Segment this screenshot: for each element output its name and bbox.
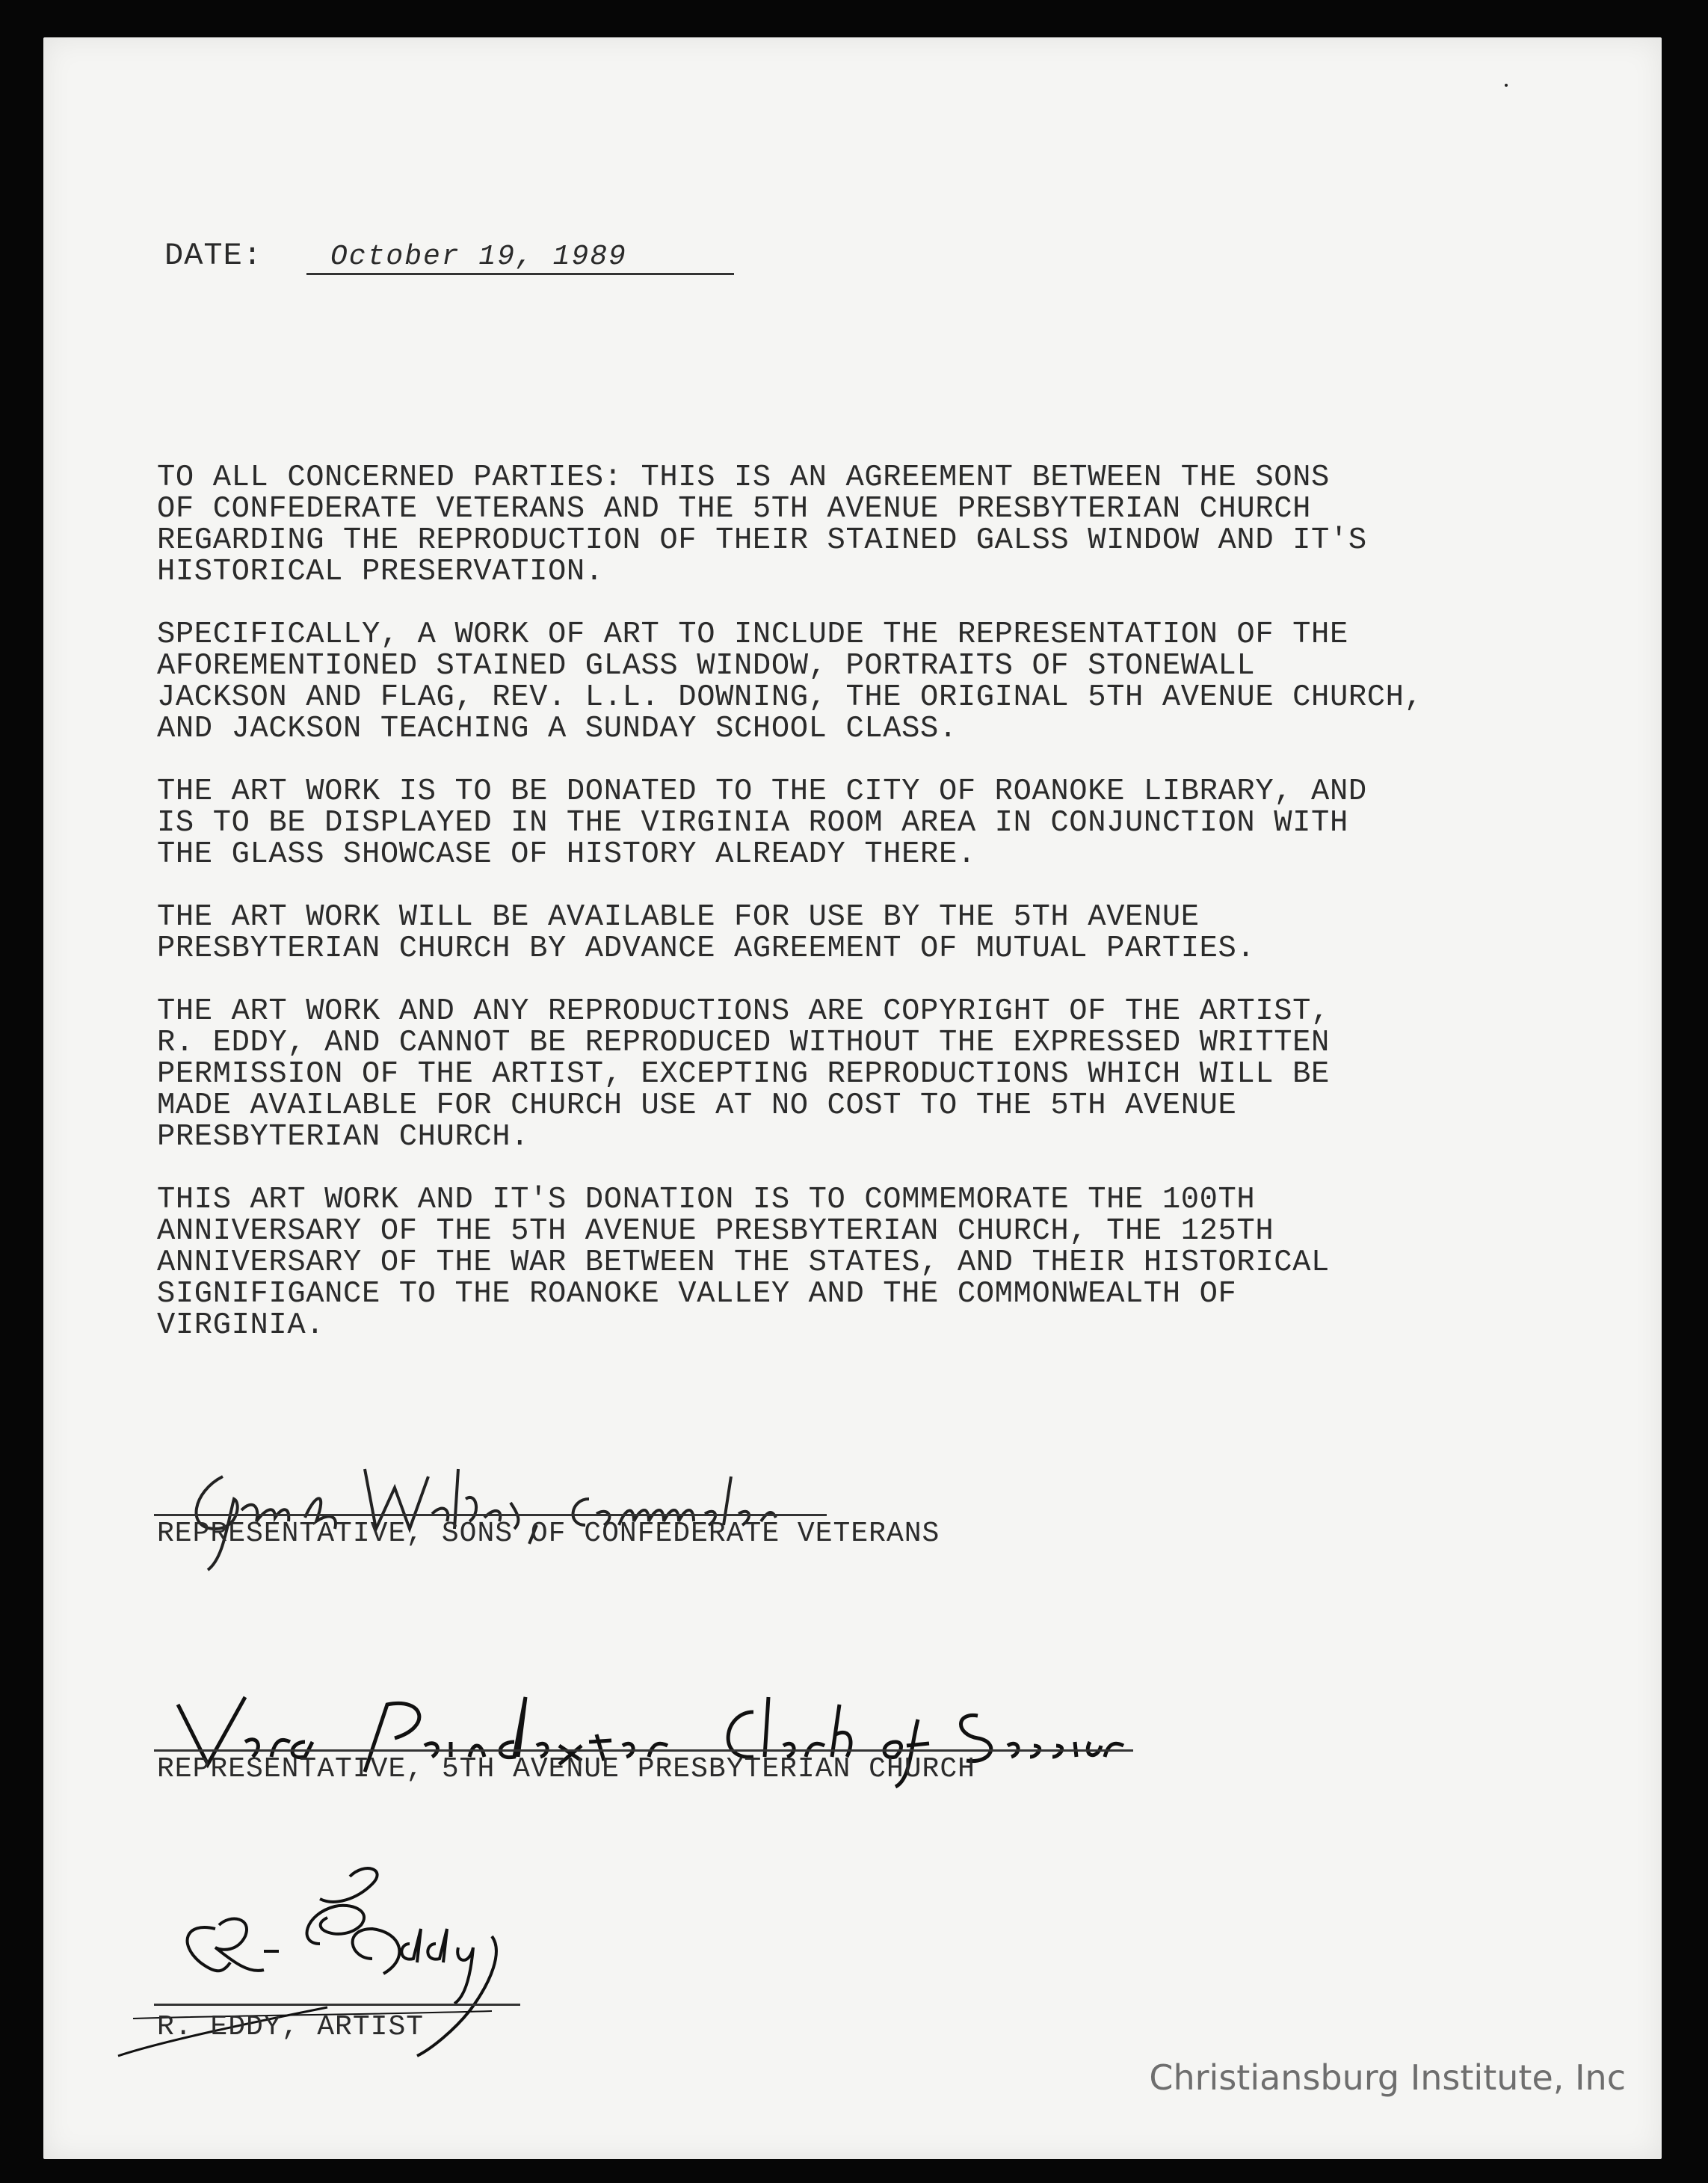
signature-label-artist: R. EDDY, ARTIST [157, 2011, 425, 2043]
signature-label-church: REPRESENTATIVE, 5TH AVENUE PRESBYTERIAN CHURCH [157, 1753, 975, 1785]
date-label: DATE: [164, 238, 263, 274]
signature-line-artist [154, 2004, 520, 2006]
signature-line-church [154, 1749, 1133, 1752]
watermark-text: Christiansburg Institute, Inc [1149, 2057, 1626, 2098]
paragraph-commemoration: THIS ART WORK AND IT'S DONATION IS TO COMMEMORATE THE 100TH ANNIVERSARY OF THE 5TH AVENUE PRESBYTERIAN CHURCH, THE 125TH ANNIVERSARY OF THE WAR BETWEEN THE STATES, AND THEIR HISTORICAL SIGNIFIGANCE TO THE ROANOKE VALLEY AND THE COMMONWEALTH OF VIRGINIA. [157, 1183, 1330, 1343]
date-underline [306, 273, 734, 275]
agreement-body [157, 462, 1577, 1373]
paragraph-donation: THE ART WORK IS TO BE DONATED TO THE CITY OF ROANOKE LIBRARY, AND IS TO BE DISPLAYED IN THE VIRGINIA ROOM AREA IN CONJUNCTION WITH THE GLASS SHOWCASE OF HISTORY ALREADY THERE. [157, 775, 1367, 872]
document-page [43, 37, 1662, 2159]
date-value: October 19, 1989 [330, 241, 627, 273]
signature-label-scv: REPRESENTATIVE, SONS OF CONFEDERATE VETERANS [157, 1518, 940, 1550]
paragraph-copyright: THE ART WORK AND ANY REPRODUCTIONS ARE COPYRIGHT OF THE ARTIST, R. EDDY, AND CANNOT BE REPRODUCED WITHOUT THE EXPRESSED WRITTEN PERMISSION OF THE ARTIST, EXCEPTING REPRODUCTIONS WHICH WILL BE MADE AVAILABLE FOR CHURCH USE AT NO COST TO THE 5TH AVENUE PRESBYTERIAN CHURCH. [157, 994, 1330, 1154]
paragraph-artwork-description: SPECIFICALLY, A WORK OF ART TO INCLUDE THE REPRESENTATION OF THE AFOREMENTIONED STAINED GLASS WINDOW, PORTRAITS OF STONEWALL JACKSON AND FLAG, REV. L.L. DOWNING, THE ORIGINAL 5TH AVENUE CHURCH, AND JACKSON TEACHING A SUNDAY SCHOOL CLASS. [157, 618, 1423, 746]
signature-line-scv [154, 1514, 827, 1516]
paragraph-intro: TO ALL CONCERNED PARTIES: THIS IS AN AGREEMENT BETWEEN THE SONS OF CONFEDERATE VETERANS AND THE 5TH AVENUE PRESBYTERIAN CHURCH REGARDING THE REPRODUCTION OF THEIR STAINED GALSS WINDOW AND IT'S HISTORICAL PRESERVATION. [157, 461, 1367, 589]
handwritten-signature-walker [163, 1447, 836, 1574]
paper-speck [1505, 84, 1508, 87]
paragraph-availability: THE ART WORK WILL BE AVAILABLE FOR USE BY THE 5TH AVENUE PRESBYTERIAN CHURCH BY ADVANCE AGREEMENT OF MUTUAL PARTIES. [157, 900, 1256, 966]
